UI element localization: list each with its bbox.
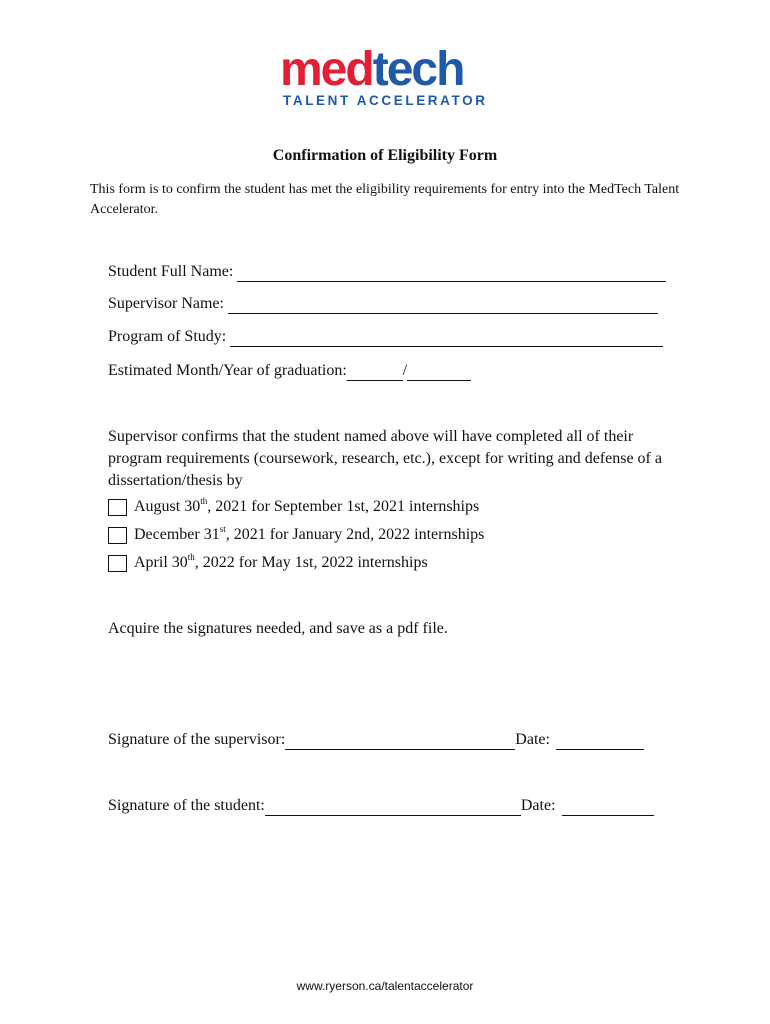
- supervisor-signature-row: [108, 730, 644, 750]
- option-august-label: August 30th, 2021 for September 1st, 2021 internships: [134, 496, 480, 515]
- student-signature-field[interactable]: [265, 798, 521, 816]
- student-name-field[interactable]: [237, 264, 666, 282]
- checkbox-august[interactable]: [108, 499, 127, 516]
- option-august: [108, 497, 479, 517]
- supervisor-name-row: [108, 294, 658, 314]
- checkbox-december[interactable]: [108, 527, 127, 544]
- option-april: [108, 553, 428, 573]
- logo-med-text: med: [280, 43, 373, 96]
- student-name-label: Student Full Name:: [108, 263, 234, 280]
- option-december-label: December 31st, 2021 for January 2nd, 2022 internships: [134, 524, 485, 543]
- option-december: [108, 525, 484, 545]
- form-title: Confirmation of Eligibility Form: [272, 147, 498, 164]
- student-date-field[interactable]: [562, 798, 654, 816]
- supervisor-name-field[interactable]: [228, 296, 658, 314]
- supervisor-signature-label: Signature of the supervisor:: [108, 731, 286, 748]
- supervisor-date-label: Date:: [515, 731, 550, 748]
- graduation-row: [108, 361, 471, 381]
- supervisor-signature-field[interactable]: [285, 732, 515, 750]
- option-april-label: April 30th, 2022 for May 1st, 2022 internships: [134, 552, 428, 571]
- program-label: Program of Study:: [108, 328, 227, 345]
- student-date-label: Date:: [520, 797, 556, 814]
- form-intro: This form is to confirm the student has met the eligibility requirements for entry into the MedTech Talent Accelerator.: [90, 182, 680, 217]
- logo-tagline: TALENT ACCELERATOR: [283, 93, 488, 108]
- supervisor-statement: Supervisor confirms that the student named above will have completed all of their program requirements (coursework, research, etc.), except for writing and defense of a dissertation/thesis by: [108, 428, 662, 489]
- supervisor-date-field[interactable]: [556, 732, 644, 750]
- graduation-label: Estimated Month/Year of graduation:: [108, 362, 347, 379]
- student-signature-label: Signature of the student:: [108, 797, 265, 814]
- checkbox-april[interactable]: [108, 555, 127, 572]
- graduation-year-field[interactable]: [407, 363, 471, 381]
- logo-tech-text: tech: [372, 43, 464, 96]
- footer-url: www.ryerson.ca/talentaccelerator: [296, 979, 474, 993]
- graduation-month-field[interactable]: [347, 363, 403, 381]
- program-field[interactable]: [230, 329, 663, 347]
- student-signature-row: [108, 796, 654, 816]
- medtech-logo: [280, 43, 464, 96]
- student-name-row: [108, 262, 666, 282]
- supervisor-name-label: Supervisor Name:: [108, 295, 224, 312]
- signature-instruction: Acquire the signatures needed, and save as a pdf file.: [108, 620, 448, 637]
- program-row: [108, 327, 663, 347]
- graduation-separator: /: [402, 362, 408, 379]
